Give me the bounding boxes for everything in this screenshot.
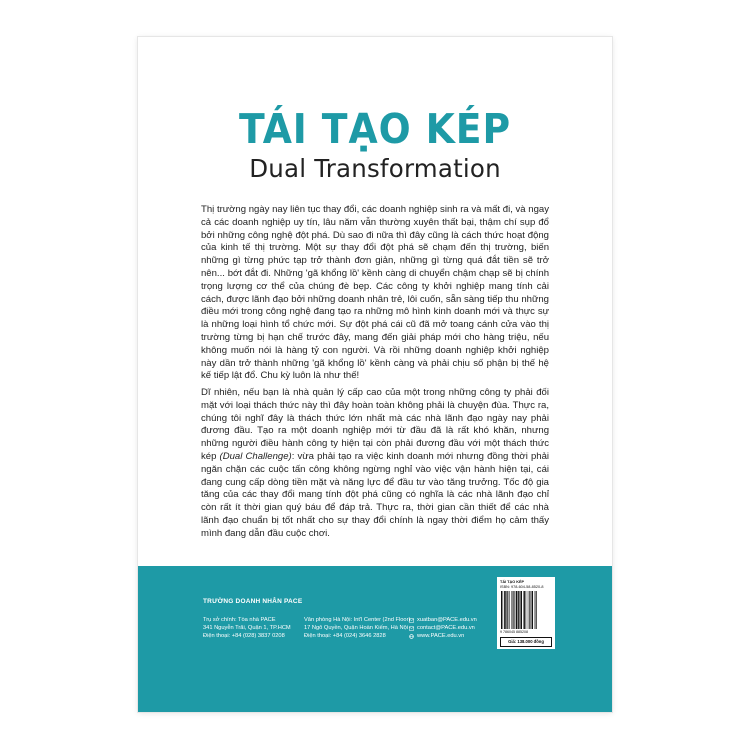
publisher-name: TRƯỜNG DOANH NHÂN PACE	[203, 598, 303, 605]
book-back-cover	[138, 37, 612, 712]
blurb-paragraph-1: Thị trường ngày nay liên tục thay đổi, các doanh nghiệp sinh ra và mất đi, và ngay cả các doanh nghiệp uy tín, lâu năm vẫn thường xuyên thất bại, thậm chí sụp đổ bởi những công nghệ đột phá. Dù sao đi nữa thì đây cũng là cách thức hoạt động của kinh tế thị trường. Một sự thay đổi đột phá sẽ chạm đến thị trường, biến những gì từng phức tạp trở thành đơn giản, những gì từng quá đắt tiền sẽ trở nên... bớt đắt đi. Những 'gã khổng lồ' kềnh càng di chuyển chậm chạp sẽ bị chính trọng lượng cơ thể của chúng đè bẹp. Các công ty khởi nghiệp mang tính cải cách, được lãnh đạo bởi những doanh nhân trẻ, lôi cuốn, sẵn sàng tiếp thu những điều mới trong công nghệ đang tạo ra những mô hình kinh doanh mới và thực sự là những loại hình tổ chức mới. Sự đột phá cái cũ đã mở toang cánh cửa vào thị trường từng bị hạn chế trước đây, mang đến giải pháp mới cho hàng triệu, nếu không muốn nói là hàng tỷ con người. Và rồi những doanh nghiệp khởi nghiệp này dần trở thành những 'gã khổng lồ' kềnh càng và phải chịu số phận bị thế hệ kế tiếp lật đổ. Chu kỳ luôn là như thế!	[201, 204, 549, 382]
price-tag: Giá: 138.000 đồng	[500, 637, 552, 647]
address-line: 17 Ngô Quyền, Quận Hoàn Kiếm, Hà Nội	[304, 625, 409, 632]
head-office-address	[203, 616, 291, 641]
book-subtitle: Dual Transformation	[249, 154, 501, 183]
mail-icon	[409, 626, 414, 631]
contact-item	[409, 624, 477, 632]
address-line: Trụ sở chính: Tòa nhà PACE	[203, 617, 276, 623]
contact-email[interactable]: xuatban@PACE.edu.vn	[417, 617, 477, 623]
blurb-paragraph-2-part-1: Dĩ nhiên, nếu bạn là nhà quản lý cấp cao của một trong những công ty phải đối mặt với loại thách thức này thì đây hoàn toàn không phải là chuyện đùa. Thực ra, chúng tôi nghĩ đây là thách thức lớn nhất mà các nhà lãnh đạo ngày nay phải đương đầu. Tạo ra một doanh nghiệp mới từ đầu đã là rất khó khăn, nhưng những người điều hành công ty hiện tại còn phải đương đầu với một thách thức kép	[201, 387, 549, 462]
address-line: Điện thoại: +84 (028) 3837 0208	[203, 633, 285, 640]
address-line: Văn phòng Hà Nội: Int'l Center (2nd Floor)	[304, 617, 411, 623]
publisher-footer	[138, 566, 612, 712]
blurb-italic-term: (Dual Challenge)	[219, 450, 292, 462]
globe-icon	[409, 634, 414, 639]
contact-item	[409, 616, 477, 624]
barcode-icon	[500, 591, 552, 629]
mail-icon	[409, 618, 414, 623]
address-line: 341 Nguyễn Trãi, Quận 1, TP.HCM	[203, 625, 291, 632]
blurb-paragraph-2-part-2: : vừa phải tạo ra việc kinh doanh mới nhưng đồng thời phải ngăn chặn các cuộc tấn công không ngừng nghỉ vào việc vận hành hiện tại, cái đang cung cấp dòng tiền mặt và năng lực để đầu tư vào tăng trưởng. Tốc độ gia tăng của các thay đổi mang tính đột phá cũng có nghĩa là các nhà lãnh đạo chỉ còn rất ít thời gian quý báu để đáp trả. Thực ra, thời gian cần thiết để các nhà lãnh đạo chuẩn bị tốt nhất cho sự thay đổi chính là ngay thời điểm họ cảm thấy mình đang dẫn đầu cuộc chơi.	[201, 450, 550, 539]
hanoi-office-address	[304, 616, 410, 641]
blurb-paragraph-2	[201, 387, 549, 541]
barcode-number: 9 786045 885208	[500, 630, 528, 634]
address-line: Điện thoại: +84 (024) 3646 2828	[304, 633, 386, 640]
contact-item	[409, 632, 477, 640]
contact-website[interactable]: www.PACE.edu.vn	[417, 633, 465, 640]
book-title: TÁI TẠO KÉP	[238, 105, 512, 153]
barcode-title: TÁI TẠO KÉP	[500, 580, 525, 584]
barcode-label	[497, 577, 555, 649]
contact-email[interactable]: contact@PACE.edu.vn	[417, 625, 475, 632]
contact-list	[409, 616, 477, 641]
isbn-text: ISBN: 978-604-58-8520-8	[500, 585, 544, 589]
